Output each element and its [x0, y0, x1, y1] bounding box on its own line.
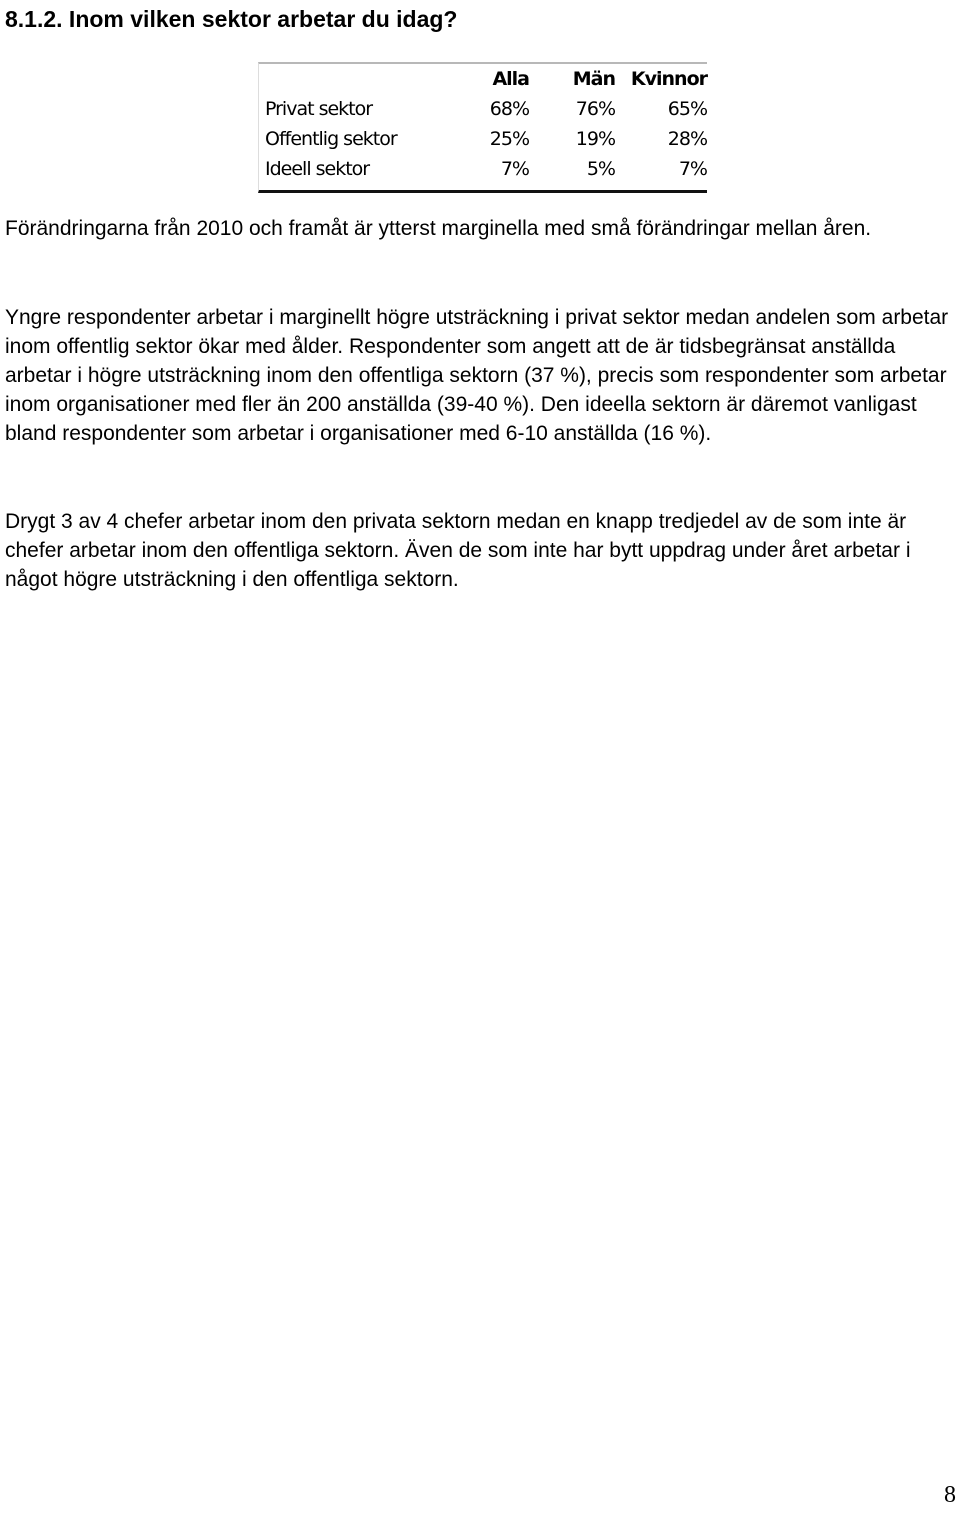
row-label: Privat sektor	[265, 98, 373, 120]
sector-table	[258, 62, 707, 193]
column-header-kvinnor: Kvinnor	[630, 68, 707, 90]
page-number: 8	[944, 1482, 956, 1508]
cell-man: 19%	[575, 128, 615, 150]
table-header-row	[259, 64, 707, 94]
table-row	[259, 94, 707, 124]
table-row	[259, 124, 707, 154]
cell-alla: 7%	[500, 158, 529, 180]
cell-man: 76%	[575, 98, 615, 120]
paragraph-age-and-employment: Yngre respondenter arbetar i marginellt högre utsträckning i privat sektor medan andelen som arbetar inom offentlig sektor ökar med ålder. Respondenter som angett att de är tidsbegränsat anställda arbetar i högre utsträckning inom den offentliga sektorn (37 %), precis som respondenter som arbetar inom organisationer med fler än 200 anställda (39-40 %). Den ideella sektorn är däremot vanligast bland respondenter som arbetar i organisationer med 6-10 anställda (16 %).	[5, 306, 949, 445]
paragraph-changes: Förändringarna från 2010 och framåt är ytterst marginella med små förändringar mellan åren.	[5, 217, 872, 240]
table-row	[259, 154, 707, 184]
row-label: Offentlig sektor	[265, 128, 397, 150]
cell-kvinnor: 7%	[678, 158, 707, 180]
table-corner-cell	[259, 64, 477, 94]
column-header-alla: Alla	[492, 68, 529, 90]
paragraph-managers: Drygt 3 av 4 chefer arbetar inom den privata sektorn medan en knapp tredjedel av de som inte är chefer arbetar inom den offentliga sektorn. Även de som inte har bytt uppdrag under året arbetar i något högre utsträckning i den offentliga sektorn.	[5, 510, 911, 591]
cell-man: 5%	[586, 158, 615, 180]
cell-alla: 25%	[489, 128, 529, 150]
section-heading: 8.1.2. Inom vilken sektor arbetar du idag?	[5, 6, 458, 32]
cell-alla: 68%	[489, 98, 529, 120]
row-label: Ideell sektor	[265, 158, 370, 180]
cell-kvinnor: 65%	[667, 98, 707, 120]
cell-kvinnor: 28%	[667, 128, 707, 150]
sector-stats-table	[259, 64, 707, 184]
column-header-man: Män	[572, 68, 615, 90]
